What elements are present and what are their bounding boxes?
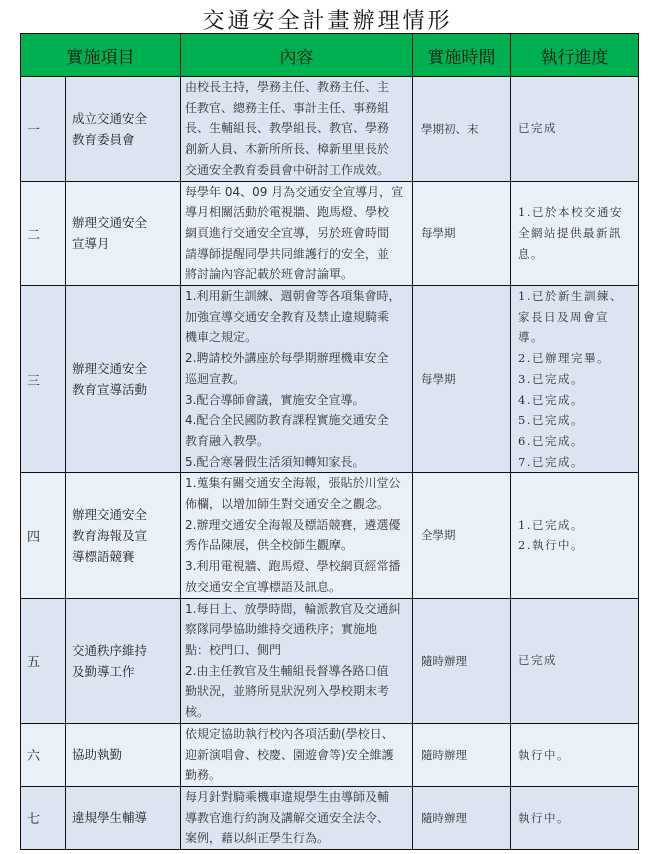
content-line: 長、生輔組長、教學組長、教官、學務 xyxy=(185,121,390,136)
progress-line: 家長日及周會宣 xyxy=(518,309,609,324)
table-row xyxy=(21,286,639,473)
content-line: 創新人員、木新所所長、樟新里里長於 xyxy=(185,142,390,157)
item-line: 宣導月 xyxy=(72,236,110,252)
progress-line: 3.已完成。 xyxy=(518,371,584,386)
item-line: 交通秩序維持 xyxy=(72,642,148,658)
content-line: 教育融入教學。 xyxy=(185,433,270,448)
header-item: 實施項目 xyxy=(21,34,181,77)
time-cell: 學期初、末 xyxy=(413,77,511,182)
content-line: 迎新演唱會、校慶、園遊會等)安全維護 xyxy=(185,747,394,762)
item-cell xyxy=(66,598,181,723)
content-line: 將討論內容記載於班會討論單。 xyxy=(185,267,354,282)
progress-line: 5.已完成。 xyxy=(518,413,584,428)
row-number: 四 xyxy=(21,473,66,598)
content-line: 核。 xyxy=(185,705,210,720)
progress-line: 1.已完成。 xyxy=(518,517,584,532)
row-number: 五 xyxy=(21,598,66,723)
row-number: 二 xyxy=(21,181,66,286)
progress-line: 導。 xyxy=(518,330,544,345)
item-line: 成立交通安全 xyxy=(72,110,148,126)
content-line: 3.利用電視牆、跑馬燈、學校網頁經常播 xyxy=(185,559,401,574)
item-line: 教育委員會 xyxy=(72,131,135,147)
content-line: 5.配合寒暑假生活須知轉知家長。 xyxy=(185,454,365,469)
content-line: 加強宣導交通安全教育及禁止違規騎乘 xyxy=(185,309,390,324)
content-line: 導教官進行約詢及講解交通安全法令、 xyxy=(185,810,390,825)
item-line: 辦理交通安全 xyxy=(72,361,148,377)
time-cell: 每學期 xyxy=(413,181,511,286)
table-row xyxy=(21,77,639,182)
table-row xyxy=(21,181,639,286)
content-cell xyxy=(181,786,413,849)
time-cell: 每學期 xyxy=(413,286,511,473)
progress-line: 已完成 xyxy=(518,653,557,668)
time-cell: 全學期 xyxy=(413,473,511,598)
progress-line: 6.已完成。 xyxy=(518,433,584,448)
content-line: 機車之規定。 xyxy=(185,330,258,345)
content-line: 巡迴宣教。 xyxy=(185,371,246,386)
item-cell xyxy=(66,723,181,786)
time-cell: 隨時辦理 xyxy=(413,598,511,723)
content-cell xyxy=(181,286,413,473)
content-line: 請導師提醒同學共同維護行的安全，並 xyxy=(185,246,390,261)
content-line: 勤狀況，並將所見狀況列入學校期末考 xyxy=(185,684,390,699)
header-content: 內容 xyxy=(181,34,413,77)
content-cell xyxy=(181,723,413,786)
table-row xyxy=(21,786,639,849)
content-line: 3.配合導師會議，實施安全宣導。 xyxy=(185,392,365,407)
progress-line: 執行中。 xyxy=(518,747,570,762)
progress-line: 2.執行中。 xyxy=(518,538,584,553)
table-row xyxy=(21,598,639,723)
progress-cell xyxy=(511,473,639,598)
content-cell xyxy=(181,181,413,286)
content-cell xyxy=(181,598,413,723)
content-line: 交通安全教育委員會中研討工作成效。 xyxy=(185,162,390,177)
progress-cell xyxy=(511,286,639,473)
content-cell xyxy=(181,473,413,598)
content-line: 2.由主任教官及生輔組長督導各路口值 xyxy=(185,663,389,678)
table-row xyxy=(21,473,639,598)
table-row xyxy=(21,723,639,786)
item-line: 違規學生輔導 xyxy=(72,810,148,826)
content-line: 2.聘請校外講座於每學期辦理機車安全 xyxy=(185,351,389,366)
progress-line: 1.已於新生訓練、 xyxy=(518,289,623,304)
progress-line: 4.已完成。 xyxy=(518,392,584,407)
item-line: 辦理交通安全 xyxy=(72,506,148,522)
header-row xyxy=(21,34,639,77)
content-line: 1.每日上、放學時間，輪派教官及交通糾 xyxy=(185,601,401,616)
item-line: 導標語競賽 xyxy=(72,548,135,564)
plan-table xyxy=(20,33,639,850)
header-progress: 執行進度 xyxy=(511,34,639,77)
content-line: 網頁進行交通安全宣導，另於班會時間 xyxy=(185,225,390,240)
item-cell xyxy=(66,77,181,182)
item-cell xyxy=(66,473,181,598)
item-cell xyxy=(66,286,181,473)
content-line: 每學年 04、09 月為交通安全宣導月，宣 xyxy=(185,184,404,199)
progress-cell xyxy=(511,786,639,849)
header-time: 實施時間 xyxy=(413,34,511,77)
content-line: 依規定協助執行校內各項活動(學校日、 xyxy=(185,726,394,741)
content-line: 1.蒐集有關交通安全海報，張貼於川堂公 xyxy=(185,476,401,491)
progress-cell xyxy=(511,723,639,786)
content-line: 秀作品陳展，供全校師生觀摩。 xyxy=(185,538,354,553)
content-line: 由校長主持，學務主任、教務主任、主 xyxy=(185,80,390,94)
progress-line: 息。 xyxy=(518,246,544,261)
progress-line: 1.已於本校交通安 xyxy=(518,205,623,220)
row-number: 三 xyxy=(21,286,66,473)
content-line: 勤務。 xyxy=(185,768,222,783)
item-line: 協助執勤 xyxy=(72,747,123,763)
progress-cell xyxy=(511,77,639,182)
content-line: 點：校門口、側門 xyxy=(185,642,282,657)
content-line: 4.配合全民國防教育課程實施交通安全 xyxy=(185,413,389,428)
time-cell: 隨時辦理 xyxy=(413,723,511,786)
page-title: 交通安全計畫辦理情形 xyxy=(202,9,453,34)
content-line: 放交通安全宣導標語及訊息。 xyxy=(185,579,342,594)
item-line: 辦理交通安全 xyxy=(72,215,148,231)
content-line: 任教官、總務主任、事計主任、事務組 xyxy=(185,100,390,115)
time-cell: 隨時辦理 xyxy=(413,786,511,849)
row-number: 一 xyxy=(21,77,66,182)
content-line: 1.利用新生訓練、週朝會等各項集會時， xyxy=(185,289,401,304)
content-line: 佈欄，以增加師生對交通安全之觀念。 xyxy=(185,497,390,512)
progress-cell xyxy=(511,598,639,723)
item-cell xyxy=(66,786,181,849)
progress-line: 全網站提供最新訊 xyxy=(518,225,622,240)
item-line: 及勤導工作 xyxy=(72,663,135,679)
content-line: 每月針對騎乘機車違規學生由導師及輔 xyxy=(185,789,390,804)
progress-line: 7.已完成。 xyxy=(518,454,584,469)
item-line: 教育宣導活動 xyxy=(72,382,148,398)
progress-line: 2.已辦理完畢。 xyxy=(518,351,610,366)
content-line: 察隊同學協助維持交通秩序；實施地 xyxy=(185,622,378,637)
progress-cell xyxy=(511,181,639,286)
progress-line: 執行中。 xyxy=(518,810,570,825)
content-line: 2.辦理交通安全海報及標語競賽，遴選優 xyxy=(185,517,401,532)
content-line: 導月相關活動於電視牆、跑馬燈、學校 xyxy=(185,205,390,220)
row-number: 七 xyxy=(21,786,66,849)
content-line: 案例，藉以糾正學生行為。 xyxy=(185,831,330,846)
item-cell xyxy=(66,181,181,286)
row-number: 六 xyxy=(21,723,66,786)
item-line: 教育海報及宣 xyxy=(72,527,148,543)
progress-line: 已完成 xyxy=(518,121,557,136)
content-cell xyxy=(181,77,413,182)
